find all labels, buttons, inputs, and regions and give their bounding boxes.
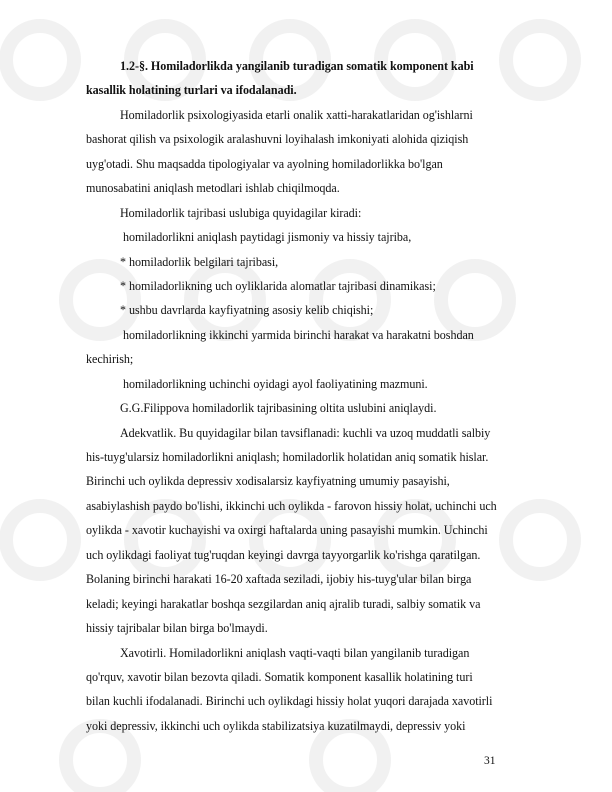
- paragraph-line: Adekvatlik. Bu quyidagilar bilan tavsiflanadi: kuchli va uzoq muddatli salbiy: [120, 425, 491, 440]
- paragraph-line: munosabatini aniqlash metodlari ishlab chiqilmoqda.: [86, 181, 340, 196]
- paragraph-line: uch oylikdagi faoliyat tug'ruqdan keyingi davrga tayyorgarlik ko'rishga qaratilgan.: [86, 547, 481, 562]
- paragraph-line: Bolaning birinchi harakati 16-20 xaftada seziladi, ijobiy his-tuyg'ular bilan birga: [86, 572, 472, 587]
- paragraph-line: yoki depressiv, ikkinchi uch oylikda stabilizatsiya kuzatilmaydi, depressiv yoki: [86, 718, 466, 733]
- list-item: * ushbu davrlarda kayfiyatning asosiy kelib chiqishi;: [120, 303, 374, 318]
- paragraph-line: G.G.Filippova homiladorlik tajribasining oltita uslubini aniqlaydi.: [120, 401, 437, 416]
- list-item: homiladorlikning ikkinchi yarmida birinchi harakat va harakatni boshdan: [123, 327, 474, 342]
- paragraph-line: qo'rquv, xavotir bilan bezovta qiladi. Somatik komponent kasallik holatining turi: [86, 669, 473, 684]
- list-item: homiladorlikni aniqlash paytidagi jismoniy va hissiy tajriba,: [123, 230, 412, 245]
- paragraph-line: Xavotirli. Homiladorlikni aniqlash vaqti-vaqti bilan yangilanib turadigan: [120, 645, 470, 660]
- page-number: 31: [484, 755, 496, 767]
- document-body: [86, 54, 570, 738]
- paragraph-line: Homiladorlik tajribasi uslubiga quyidagilar kiradi:: [120, 205, 362, 220]
- paragraph-line: uyg'otadi. Shu maqsadda tipologiyalar va ayolning homiladorlikka bo'lgan: [86, 156, 443, 171]
- paragraph-line: keladi; keyingi harakatlar boshqa sezgilardan aniq ajralib turadi, salbiy somatik va: [86, 596, 481, 611]
- paragraph-line: asabiylashish paydo bo'lishi, ikkinchi uch oylikda - farovon hissiy holat, uchinchi uch: [86, 498, 497, 513]
- paragraph-line: bilan kuchli ifodalanadi. Birinchi uch oylikdagi hissiy holat yuqori darajada xavotirli: [86, 694, 493, 709]
- paragraph-line: Birinchi uch oylikda depressiv xodisalarsiz kayfiyatning umumiy pasayishi,: [86, 474, 450, 489]
- paragraph-line: oylikda - xavotir kuchayishi va oxirgi haftalarda uning pasayishi mumkin. Uchinchi: [86, 523, 488, 538]
- list-item: * homiladorlik belgilari tajribasi,: [120, 254, 279, 269]
- section-heading: 1.2-§. Homiladorlikda yangilanib turadigan somatik komponent kabi: [120, 59, 474, 73]
- list-item: * homiladorlikning uch oyliklarida alomatlar tajribasi dinamikasi;: [120, 278, 436, 293]
- paragraph-line: Homiladorlik psixologiyasida etarli onalik xatti-harakatlaridan og'ishlarni: [120, 107, 473, 122]
- paragraph-line: bashorat qilish va psixologik aralashuvni loyihalash imkoniyati alohida qiziqish: [86, 132, 469, 147]
- paragraph-line: his-tuyg'ularsiz homiladorlikni aniqlash; homiladorlik holatidan aniq somatik hislar.: [86, 450, 489, 464]
- list-item-continued: kechirish;: [86, 352, 134, 367]
- list-item: homiladorlikning uchinchi oyidagi ayol faoliyatining mazmuni.: [123, 376, 428, 391]
- paragraph-line: hissiy tajribalar bilan birga bo'lmaydi.: [86, 621, 268, 636]
- section-heading-continued: kasallik holatining turlari va ifodalanadi.: [86, 83, 297, 98]
